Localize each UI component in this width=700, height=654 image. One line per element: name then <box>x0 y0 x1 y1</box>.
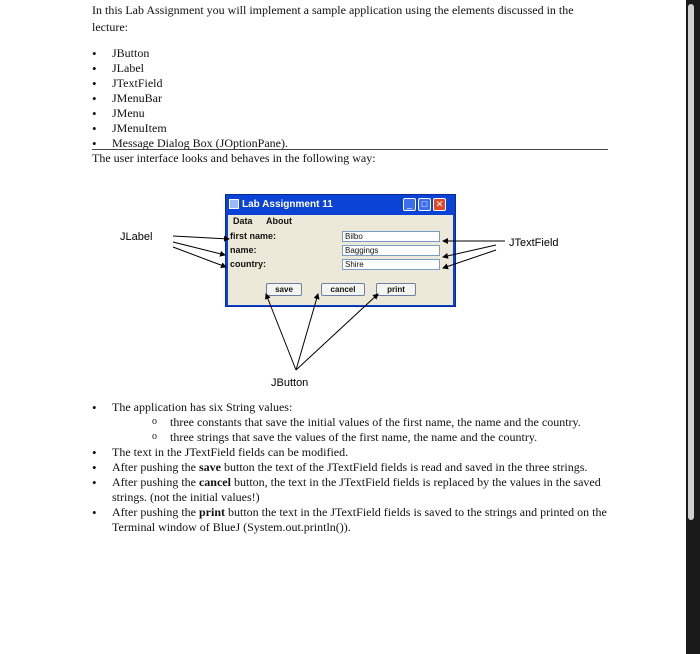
sub-list-item: o three strings that save the values of the first name, the name and the country. <box>152 430 612 445</box>
save-button[interactable]: save <box>266 283 302 296</box>
list-item: • The text in the JTextField fields can be modified. <box>92 445 612 460</box>
text: button, the text in the JTextField fields is replaced by the values in the saved strings. (not the initial values!) <box>112 475 601 504</box>
jbutton-annotation: JButton <box>271 377 309 389</box>
list-item: • JMenuBar <box>92 91 288 106</box>
list-item <box>92 460 612 475</box>
arrow-to-print-button <box>296 294 378 370</box>
six-strings-text: The application has six String values: <box>112 400 293 414</box>
bold-text: cancel <box>198 475 231 489</box>
bold-text: print <box>198 505 225 519</box>
close-icon[interactable]: ✕ <box>433 198 446 211</box>
jlabel-annotation: JLabel <box>120 231 153 243</box>
minimize-icon[interactable]: _ <box>403 198 416 211</box>
first-name-label: first name: <box>230 231 277 241</box>
ui-intro: The user interface looks and behaves in the following way: <box>92 151 376 165</box>
text: After pushing the <box>112 475 199 489</box>
list-item: • Message Dialog Box (JOptionPane). <box>92 136 288 151</box>
name-label: name: <box>230 245 257 255</box>
country-field[interactable]: Shire <box>342 259 440 270</box>
arrow-to-first-name-label <box>173 236 229 239</box>
bold-text: save <box>198 460 221 474</box>
intro-paragraph: In this Lab Assignment you will implement a sample application using the elements discussed in the lecture: <box>92 3 574 34</box>
arrow-to-country-field <box>443 250 496 268</box>
jtextfield-annotation: JTextField <box>509 237 559 249</box>
window-title: Lab Assignment 11 <box>242 199 333 210</box>
print-button[interactable]: print <box>376 283 416 296</box>
maximize-icon[interactable]: □ <box>418 198 431 211</box>
sub-list-item: o three constants that save the initial values of the first name, the name and the country. <box>152 415 612 430</box>
text: button the text in the JTextField fields is saved to the strings and printed on the Terminal window of BlueJ (System.out.println()). <box>112 505 607 534</box>
sub-list <box>112 415 612 445</box>
name-field[interactable]: Baggings <box>342 245 440 256</box>
text: After pushing the <box>112 505 199 519</box>
list-item <box>92 475 612 505</box>
list-item <box>92 400 612 445</box>
text: After pushing the <box>112 460 199 474</box>
scrollbar-thumb[interactable] <box>688 4 694 520</box>
behavior-list <box>92 400 612 535</box>
list-item <box>92 505 612 535</box>
list-item: • JMenu <box>92 106 288 121</box>
list-item: • JMenuItem <box>92 121 288 136</box>
first-name-field[interactable]: Bilbo <box>342 231 440 242</box>
text: button the text of the JTextField fields is read and saved in the three strings. <box>220 460 588 474</box>
menu-data[interactable]: Data <box>233 216 253 226</box>
country-label: country: <box>230 259 266 269</box>
list-item: • JLabel <box>92 61 288 76</box>
arrow-to-name-field <box>443 245 496 257</box>
arrow-to-cancel-button <box>296 294 318 370</box>
arrow-to-name-label <box>173 242 225 255</box>
arrow-to-save-button <box>266 294 296 370</box>
list-item: • JTextField <box>92 76 288 91</box>
list-item: • JButton <box>92 46 288 61</box>
menu-about[interactable]: About <box>266 216 292 226</box>
arrow-to-country-label <box>173 247 226 267</box>
cancel-button[interactable]: cancel <box>321 283 365 296</box>
